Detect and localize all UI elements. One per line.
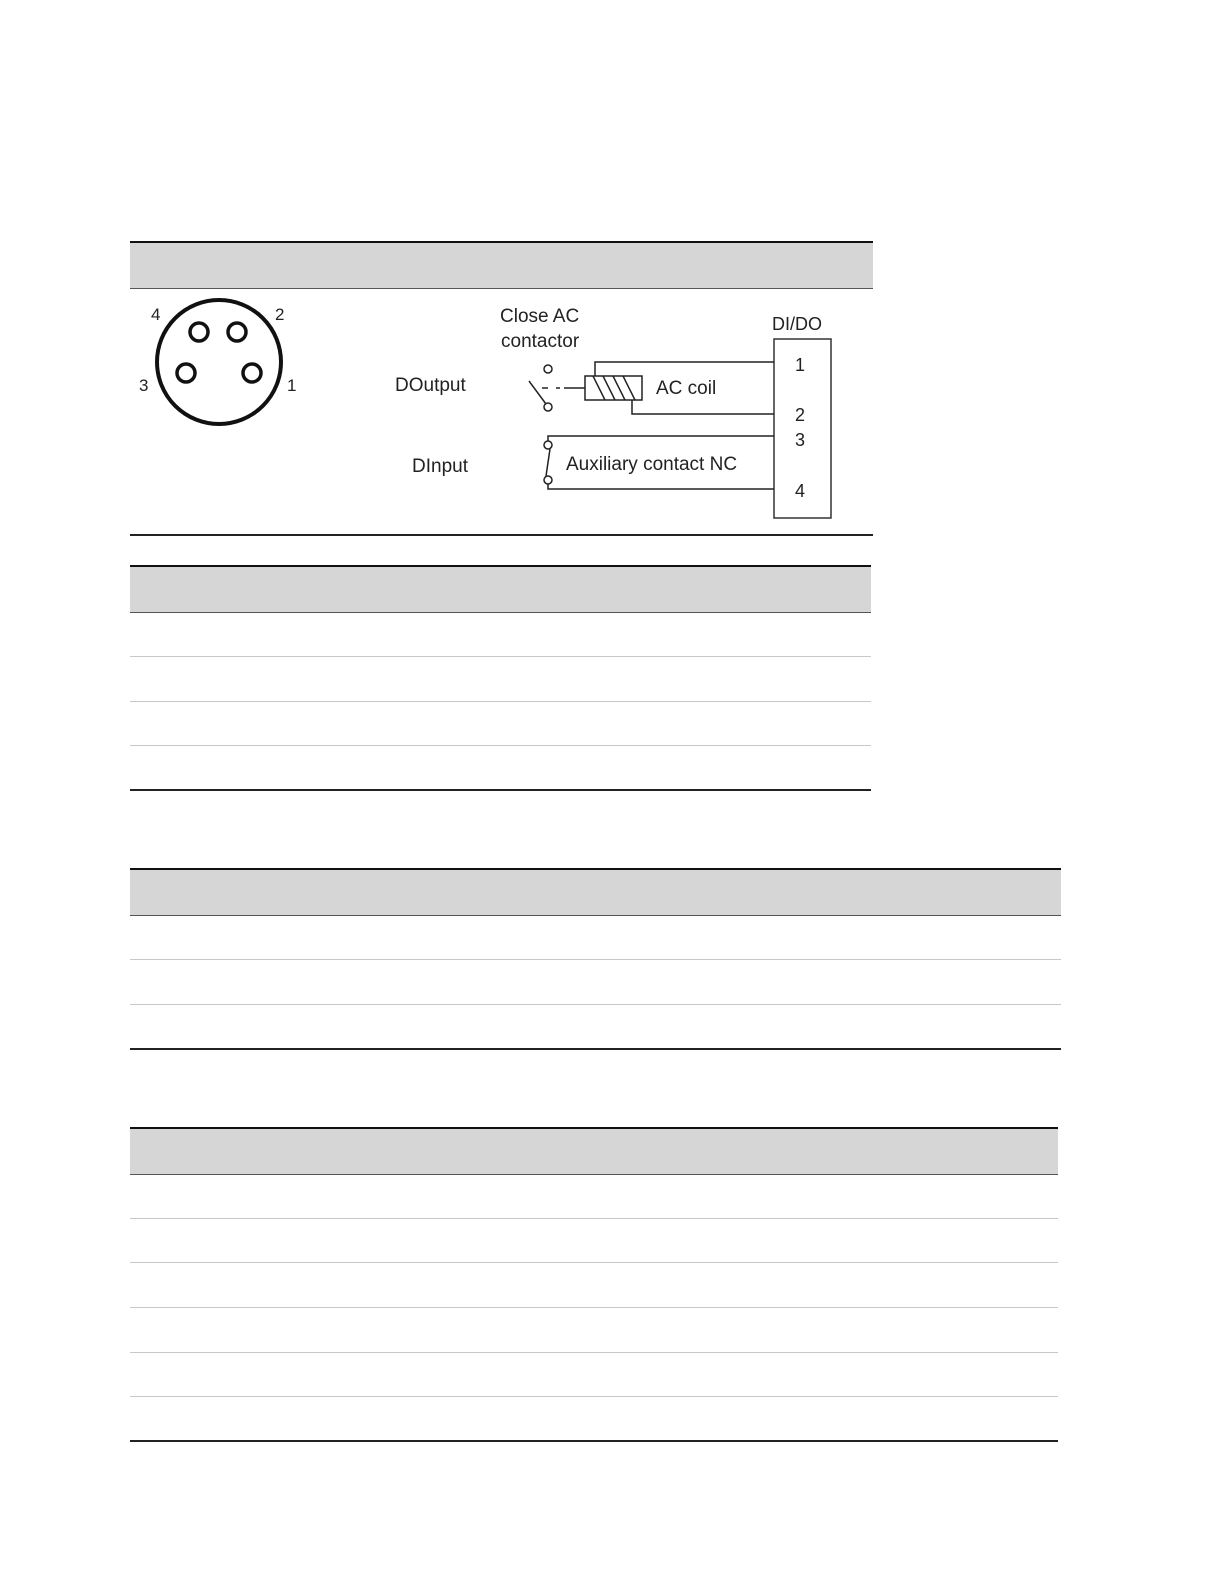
table-specifications-a-header (130, 868, 1061, 916)
connector-diagram (130, 290, 330, 435)
pin-label-2: 2 (275, 305, 285, 324)
table-row (130, 745, 871, 746)
table-row (130, 1307, 1058, 1308)
terminal-2: 2 (795, 405, 806, 425)
label-ac-coil: AC coil (656, 378, 717, 399)
table-row (130, 701, 871, 702)
pin-label-4: 4 (151, 305, 161, 324)
pin-1 (243, 364, 261, 382)
table-row (130, 1352, 1058, 1353)
terminal-1: 1 (795, 355, 806, 375)
output-switch (529, 365, 585, 411)
connector-body (157, 300, 281, 424)
pin-label-3: 3 (139, 376, 149, 395)
wiring-schematic (380, 290, 850, 530)
table-row (130, 959, 1061, 960)
table-row (130, 656, 871, 657)
label-dido: DI/DO (772, 314, 823, 334)
pin-3 (177, 364, 195, 382)
pin-2 (228, 323, 246, 341)
label-doutput: DOutput (395, 375, 466, 396)
table-bottom-rule (130, 789, 871, 791)
figure-table-bottom-rule (130, 534, 873, 536)
pin-label-1: 1 (287, 376, 297, 395)
table-row (130, 1004, 1061, 1005)
pin-4 (190, 323, 208, 341)
label-contactor: contactor (501, 331, 580, 352)
figure-table-header (130, 241, 873, 289)
label-aux-contact: Auxiliary contact NC (566, 454, 738, 475)
table-bottom-rule (130, 1440, 1058, 1442)
table-row (130, 1396, 1058, 1397)
table-bottom-rule (130, 1048, 1061, 1050)
terminal-4: 4 (795, 481, 806, 501)
label-close-ac: Close AC (500, 306, 580, 327)
table-specifications-b-header (130, 1127, 1058, 1175)
table-pin-assignment-header (130, 565, 871, 613)
label-dinput: DInput (412, 456, 468, 477)
table-row (130, 1218, 1058, 1219)
terminal-3: 3 (795, 430, 806, 450)
table-row (130, 1262, 1058, 1263)
